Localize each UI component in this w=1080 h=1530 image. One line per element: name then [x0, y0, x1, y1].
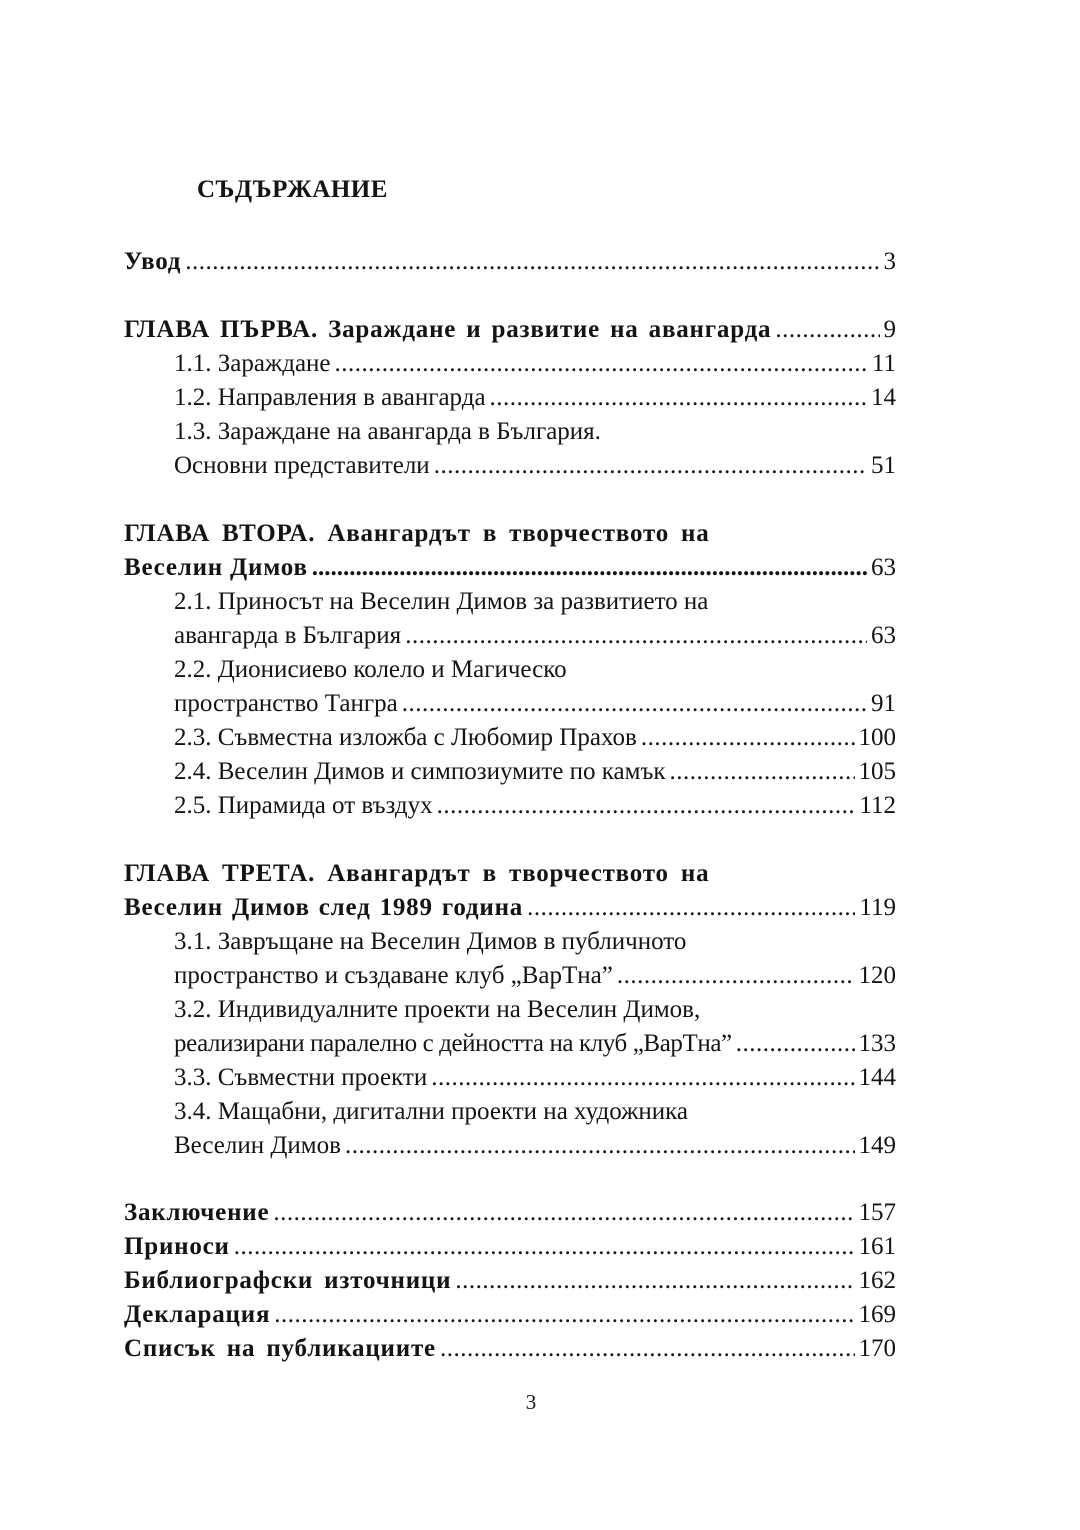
dot-leader [440, 1332, 855, 1366]
toc-entry-label: 3.4. Мащабни, дигитални проекти на художника [174, 1098, 689, 1125]
toc-entry-3-2-line1 [174, 993, 896, 1027]
dot-leader [312, 551, 867, 585]
toc-entry-3-3 [174, 1061, 896, 1095]
toc-entry-page: 170 [858, 1335, 896, 1362]
toc-entry-page: 105 [858, 758, 896, 785]
dot-leader [736, 1027, 855, 1061]
dot-leader [455, 1264, 854, 1298]
toc-entry-contributions [124, 1230, 896, 1264]
toc-entry-label: Веселин Димов [124, 554, 308, 581]
toc-entry-label: ГЛАВА ТРЕТА. Авангардът в творчеството на [124, 860, 710, 887]
toc-entry-1-1 [174, 347, 896, 381]
toc-entry-2-4 [174, 755, 896, 789]
toc-entry-bibliography [124, 1264, 896, 1298]
toc-entry-page: 169 [858, 1301, 896, 1328]
toc-entry-2-1-line2 [174, 619, 896, 653]
toc-entry-page: 91 [871, 690, 896, 717]
dot-leader [431, 1061, 854, 1095]
toc-entry-3-1-line2 [174, 959, 896, 993]
toc-entry-label: реализирани паралелно с дейността на клуб „ВарТна” [174, 1030, 732, 1057]
toc-entry-label: Приноси [124, 1233, 230, 1260]
dot-leader [670, 755, 855, 789]
toc-entry-1-3-line2 [174, 449, 896, 483]
dot-leader [185, 245, 879, 279]
toc-entry-label: пространство и създаване клуб „ВарТна” [174, 962, 613, 989]
dot-leader [437, 789, 856, 823]
toc-entry-label: Списък на публикациите [124, 1335, 436, 1362]
toc-entry-label: 2.3. Съвместна изложба с Любомир Прахов [174, 724, 637, 751]
toc-entry-declaration [124, 1298, 896, 1332]
toc-entry-page: 162 [858, 1267, 896, 1294]
dot-leader [775, 313, 879, 347]
dot-leader [641, 721, 855, 755]
dot-leader [273, 1196, 854, 1230]
dot-leader [490, 381, 867, 415]
toc-entry-chapter-1 [124, 313, 896, 347]
dot-leader [274, 1298, 854, 1332]
toc-entry-label: 3.2. Индивидуалните проекти на Веселин Димов, [174, 996, 701, 1023]
page-title: СЪДЪРЖАНИЕ [197, 176, 388, 203]
dot-leader [617, 959, 855, 993]
toc-entry-label: Библиографски източници [124, 1267, 452, 1294]
toc-entry-label: 1.2. Направления в авангарда [174, 384, 486, 411]
toc-entry-page: 119 [859, 894, 896, 921]
toc-entry-conclusion [124, 1196, 896, 1230]
toc-entry-page: 149 [858, 1132, 896, 1159]
toc-entry-label: 1.3. Зараждане на авангарда в България. [174, 418, 601, 445]
toc-entry-page: 3 [883, 248, 896, 275]
toc-entry-page: 112 [859, 792, 896, 819]
toc-entry-3-2-line2 [174, 1027, 896, 1061]
toc-entry-1-3-line1 [174, 415, 896, 449]
toc-entry-label: Увод [124, 248, 182, 275]
toc-entry-label: Веселин Димов [174, 1132, 341, 1159]
page-number: 3 [525, 1390, 537, 1414]
toc-entry-2-5 [174, 789, 896, 823]
toc-entry-chapter-2-line1 [124, 517, 896, 551]
toc-entry-label: Заключение [124, 1199, 270, 1226]
toc-entry-label: 2.4. Веселин Димов и симпозиумите по камък [174, 758, 666, 785]
toc-entry-intro [124, 245, 896, 279]
toc-entry-2-1-line1 [174, 585, 896, 619]
toc-entry-page: 157 [858, 1199, 896, 1226]
toc-entry-label: Декларация [124, 1301, 271, 1328]
toc-entry-label: 3.1. Завръщане на Веселин Димов в публичното [174, 928, 687, 955]
toc-entry-label: 2.2. Дионисиево колело и Магическо [174, 656, 567, 683]
dot-leader [234, 1230, 855, 1264]
toc-entry-3-1-line1 [174, 925, 896, 959]
toc-entry-page: 161 [858, 1233, 896, 1260]
toc-entry-page: 144 [858, 1064, 896, 1091]
toc-entry-page: 9 [883, 316, 896, 343]
toc-entry-page: 51 [871, 452, 896, 479]
toc-entry-1-2 [174, 381, 896, 415]
toc-entry-page: 100 [858, 724, 896, 751]
dot-leader [402, 687, 867, 721]
toc-entry-chapter-3-line2 [124, 891, 896, 925]
toc-entry-page: 63 [871, 554, 896, 581]
toc-entry-2-2-line2 [174, 687, 896, 721]
toc-entry-label: 1.1. Зараждане [174, 350, 331, 377]
toc-entry-label: пространство Тангра [174, 690, 398, 717]
dot-leader [335, 347, 868, 381]
toc-entry-label: Веселин Димов след 1989 година [124, 894, 524, 921]
toc-entry-label: 3.3. Съвместни проекти [174, 1064, 428, 1091]
toc-entry-2-3 [174, 721, 896, 755]
toc-entry-page: 11 [871, 350, 896, 377]
toc-entry-page: 14 [871, 384, 896, 411]
toc-entry-label: ГЛАВА ПЪРВА. Зараждане и развитие на авангарда [124, 316, 772, 343]
toc-entry-publications [124, 1332, 896, 1366]
toc-entry-label: Основни представители [174, 452, 430, 479]
dot-leader [527, 891, 855, 925]
toc-entry-2-2-line1 [174, 653, 896, 687]
toc-entry-label: ГЛАВА ВТОРА. Авангардът в творчеството на [124, 520, 710, 547]
dot-leader [405, 619, 867, 653]
toc-entry-3-4-line2 [174, 1129, 896, 1163]
toc-entry-chapter-3-line1 [124, 857, 896, 891]
dot-leader [345, 1129, 855, 1163]
toc-entry-label: авангарда в България [174, 622, 402, 649]
toc-entry-3-4-line1 [174, 1095, 896, 1129]
toc-entry-page: 133 [858, 1030, 896, 1057]
dot-leader [434, 449, 867, 483]
toc-entry-label: 2.1. Приносът на Веселин Димов за развитието на [174, 588, 709, 615]
toc-entry-chapter-2-line2 [124, 551, 896, 585]
toc-entry-page: 120 [858, 962, 896, 989]
toc-entry-label: 2.5. Пирамида от въздух [174, 792, 433, 819]
toc-entry-page: 63 [871, 622, 896, 649]
